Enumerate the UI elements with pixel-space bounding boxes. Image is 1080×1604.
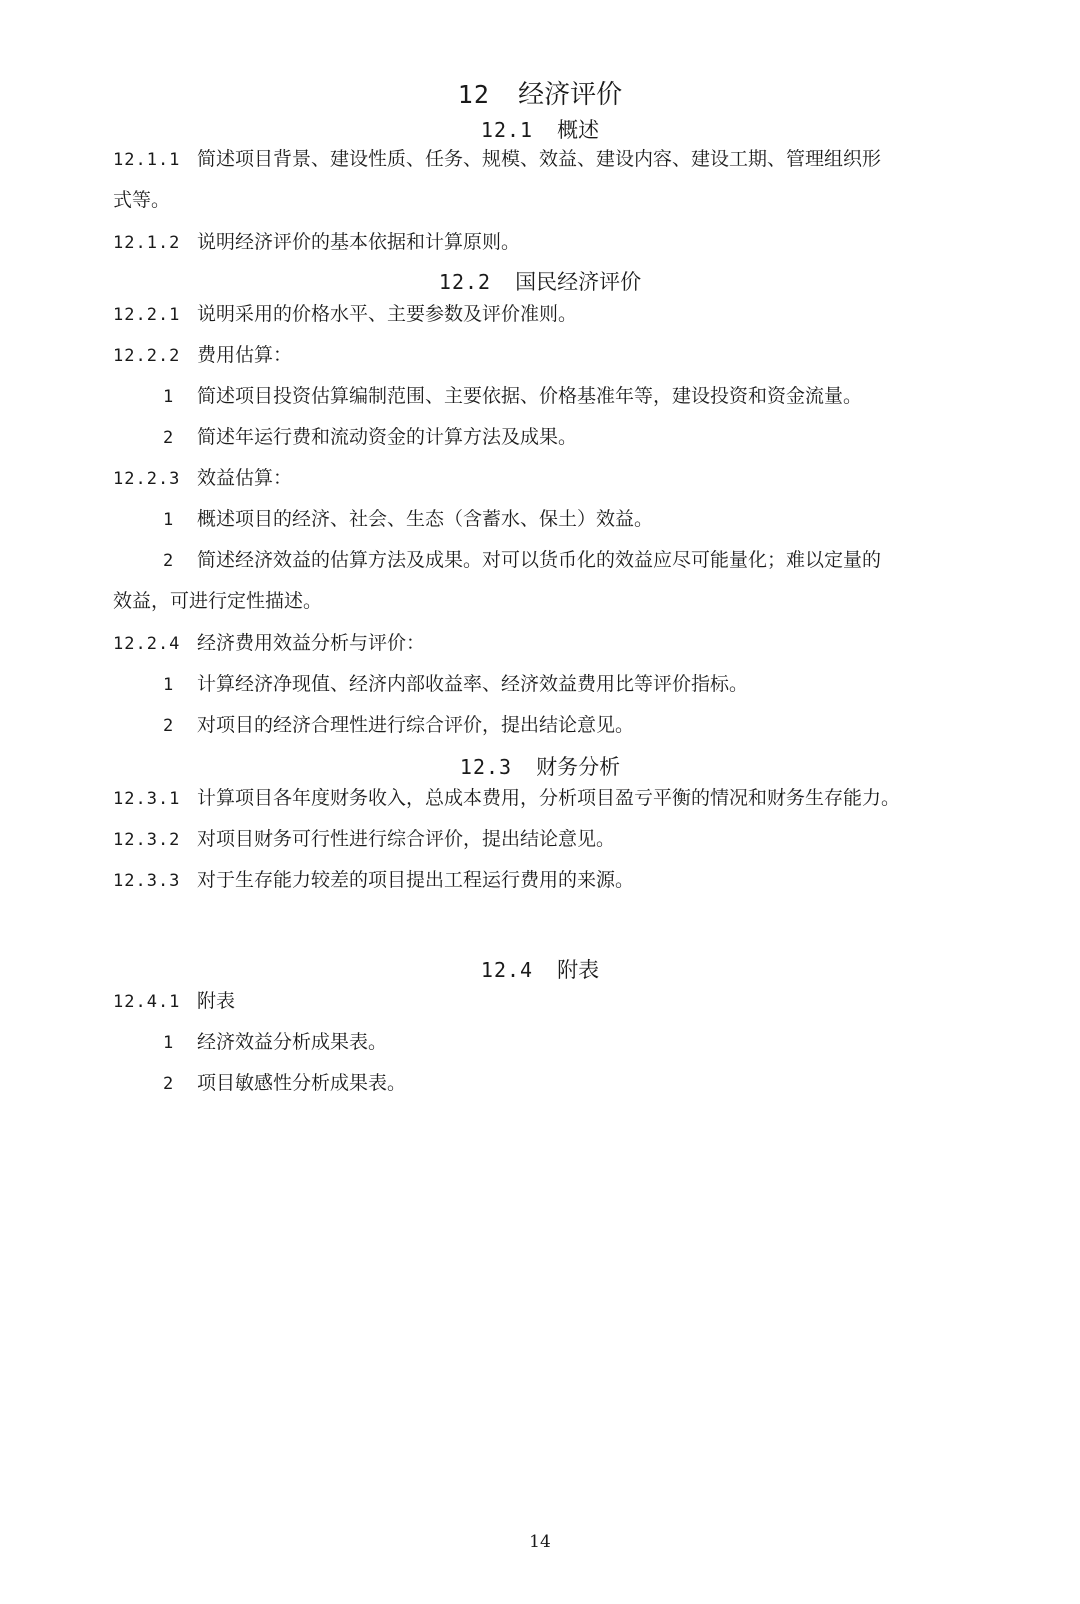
clause-12-2-3 [113,463,292,490]
item-number: 2 [163,428,174,448]
section-title: 财务分析 [536,755,621,779]
section-number: 12.1 [480,118,534,142]
clause-12-3-2 [113,824,615,851]
section-number: 12.2 [438,270,492,294]
clause-number: 12.2.4 [113,634,181,654]
clause-text: 简述项目背景、建设性质、任务、规模、效益、建设内容、建设工期、管理组织形 [197,148,882,170]
item-text: 项目敏感性分析成果表。 [197,1072,407,1094]
item-number: 2 [163,716,174,736]
section-number: 12.4 [480,958,534,982]
clause-12-1-2 [113,227,520,254]
list-item [163,545,881,572]
clause-number: 12.3.3 [113,871,181,891]
list-item [163,710,634,737]
clause-12-1-1 [113,144,881,171]
item-text: 概述项目的经济、社会、生态（含蓄水、保土）效益。 [197,508,654,530]
clause-number: 12.3.2 [113,830,181,850]
clause-12-2-1 [113,299,577,326]
list-item-continuation: 效益，可进行定性描述。 [113,590,323,612]
page-number: 14 [529,1532,551,1552]
list-item [163,504,653,531]
clause-number: 12.4.1 [113,992,181,1012]
clause-number: 12.3.1 [113,789,181,809]
clause-12-3-1 [113,783,900,810]
clause-text: 计算项目各年度财务收入，总成本费用，分析项目盈亏平衡的情况和财务生存能力。 [197,787,901,809]
item-text: 简述经济效益的估算方法及成果。对可以货币化的效益应尽可能量化；难以定量的 [197,549,882,571]
item-text: 简述年运行费和流动资金的计算方法及成果。 [197,426,578,448]
list-item [163,669,748,696]
item-number: 1 [163,1033,174,1053]
item-number: 1 [163,387,174,407]
clause-12-4-1 [113,986,235,1013]
section-heading-12-4 [0,954,1080,984]
clause-text: 说明经济评价的基本依据和计算原则。 [197,231,521,253]
section-title: 附表 [557,958,600,982]
item-text: 计算经济净现值、经济内部收益率、经济效益费用比等评价指标。 [197,673,749,695]
clause-number: 12.2.2 [113,346,181,366]
item-text: 经济效益分析成果表。 [197,1031,388,1053]
item-number: 1 [163,510,174,530]
section-title: 概述 [557,118,600,142]
item-text: 简述项目投资估算编制范围、主要依据、价格基准年等，建设投资和资金流量。 [197,385,863,407]
section-number: 12.3 [459,755,513,779]
chapter-heading [0,74,1080,111]
section-heading-12-2 [0,266,1080,296]
list-item [163,1027,387,1054]
item-number: 1 [163,675,174,695]
clause-number: 12.1.2 [113,233,181,253]
list-item [163,422,577,449]
section-heading-12-3 [0,751,1080,781]
section-title: 国民经济评价 [515,270,642,294]
clause-text: 说明采用的价格水平、主要参数及评价准则。 [197,303,578,325]
chapter-title: 经济评价 [518,80,623,110]
clause-text: 费用估算： [197,344,293,366]
clause-text: 对于生存能力较差的项目提出工程运行费用的来源。 [197,869,635,891]
clause-number: 12.1.1 [113,150,181,170]
clause-12-1-1-continuation: 式等。 [113,189,171,211]
clause-text: 经济费用效益分析与评价： [197,632,426,654]
list-item [163,1068,406,1095]
clause-12-2-2 [113,340,292,367]
clause-12-3-3 [113,865,634,892]
clause-number: 12.2.3 [113,469,181,489]
clause-text: 效益估算： [197,467,293,489]
item-text: 对项目的经济合理性进行综合评价，提出结论意见。 [197,714,635,736]
chapter-number: 12 [457,80,490,109]
item-number: 2 [163,551,174,571]
clause-number: 12.2.1 [113,305,181,325]
section-heading-12-1 [0,114,1080,144]
clause-text: 附表 [197,990,236,1012]
list-item [163,381,862,408]
item-number: 2 [163,1074,174,1094]
clause-text: 对项目财务可行性进行综合评价，提出结论意见。 [197,828,616,850]
clause-12-2-4 [113,628,425,655]
